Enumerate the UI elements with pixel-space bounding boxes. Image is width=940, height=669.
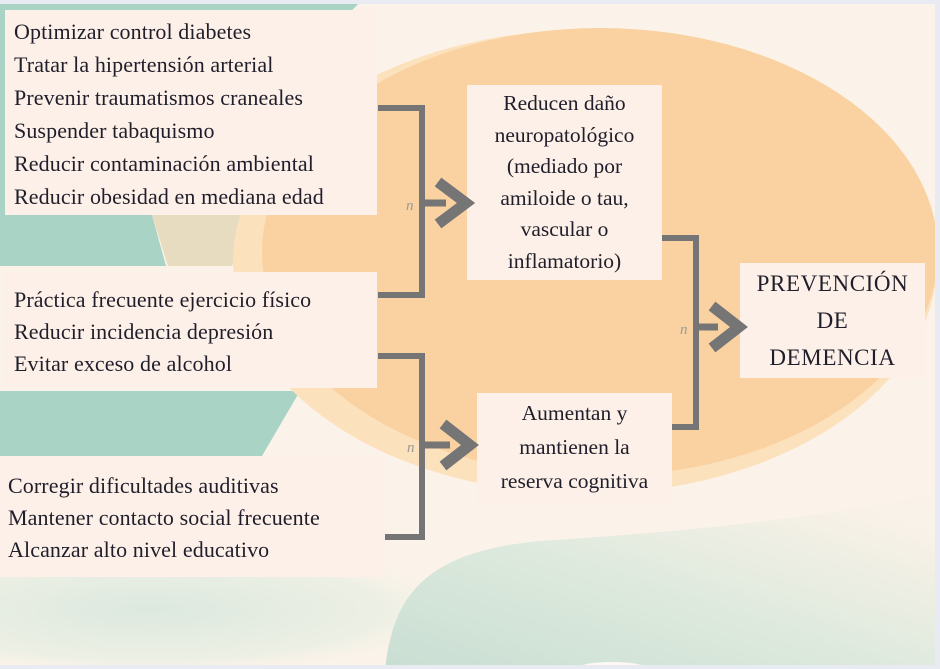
list-line: Alcanzar alto nivel educativo: [8, 537, 270, 562]
bracket-1: [378, 105, 466, 298]
list-line: Prevenir traumatismos craneales: [14, 85, 303, 110]
watermark-mark: n: [680, 322, 688, 338]
bracket-3: [662, 235, 739, 430]
box-line: reserva cognitiva: [500, 469, 649, 493]
box-line: amiloide o tau,: [500, 185, 629, 210]
list-line: Optimizar control diabetes: [14, 19, 252, 44]
result-line: PREVENCIÓN: [756, 271, 909, 296]
result-line: DE: [816, 308, 849, 333]
watermark-mark: n: [406, 198, 414, 214]
list-line: Evitar exceso de alcohol: [14, 351, 233, 376]
box-line: (mediado por: [506, 154, 623, 178]
watermark-mark: n: [407, 440, 415, 456]
list-line: Corregir dificultades auditivas: [8, 473, 279, 498]
box-line: inflamatorio): [507, 248, 622, 273]
list-line: Reducir incidencia depresión: [14, 319, 274, 344]
page-edge-right: [935, 0, 940, 669]
list-line: Reducir obesidad en mediana edad: [14, 184, 324, 209]
list-line: Suspender tabaquismo: [14, 118, 215, 143]
box-line: Reducen daño: [503, 91, 626, 115]
bracket-2: [378, 353, 470, 540]
page-edge-bottom: [0, 665, 940, 669]
page-edge-top: [0, 0, 940, 4]
result-line: DEMENCIA: [769, 345, 896, 370]
list-line: Tratar la hipertensión arterial: [14, 52, 274, 77]
box-line: Aumentan y: [521, 401, 628, 425]
box-line: vascular o: [520, 217, 609, 241]
list-line: Mantener contacto social frecuente: [8, 505, 320, 530]
box-line: mantienen la: [519, 435, 630, 459]
list-line: Reducir contaminación ambiental: [14, 151, 314, 176]
list-line: Práctica frecuente ejercicio físico: [14, 287, 312, 312]
box-line: neuropatológico: [494, 122, 635, 147]
